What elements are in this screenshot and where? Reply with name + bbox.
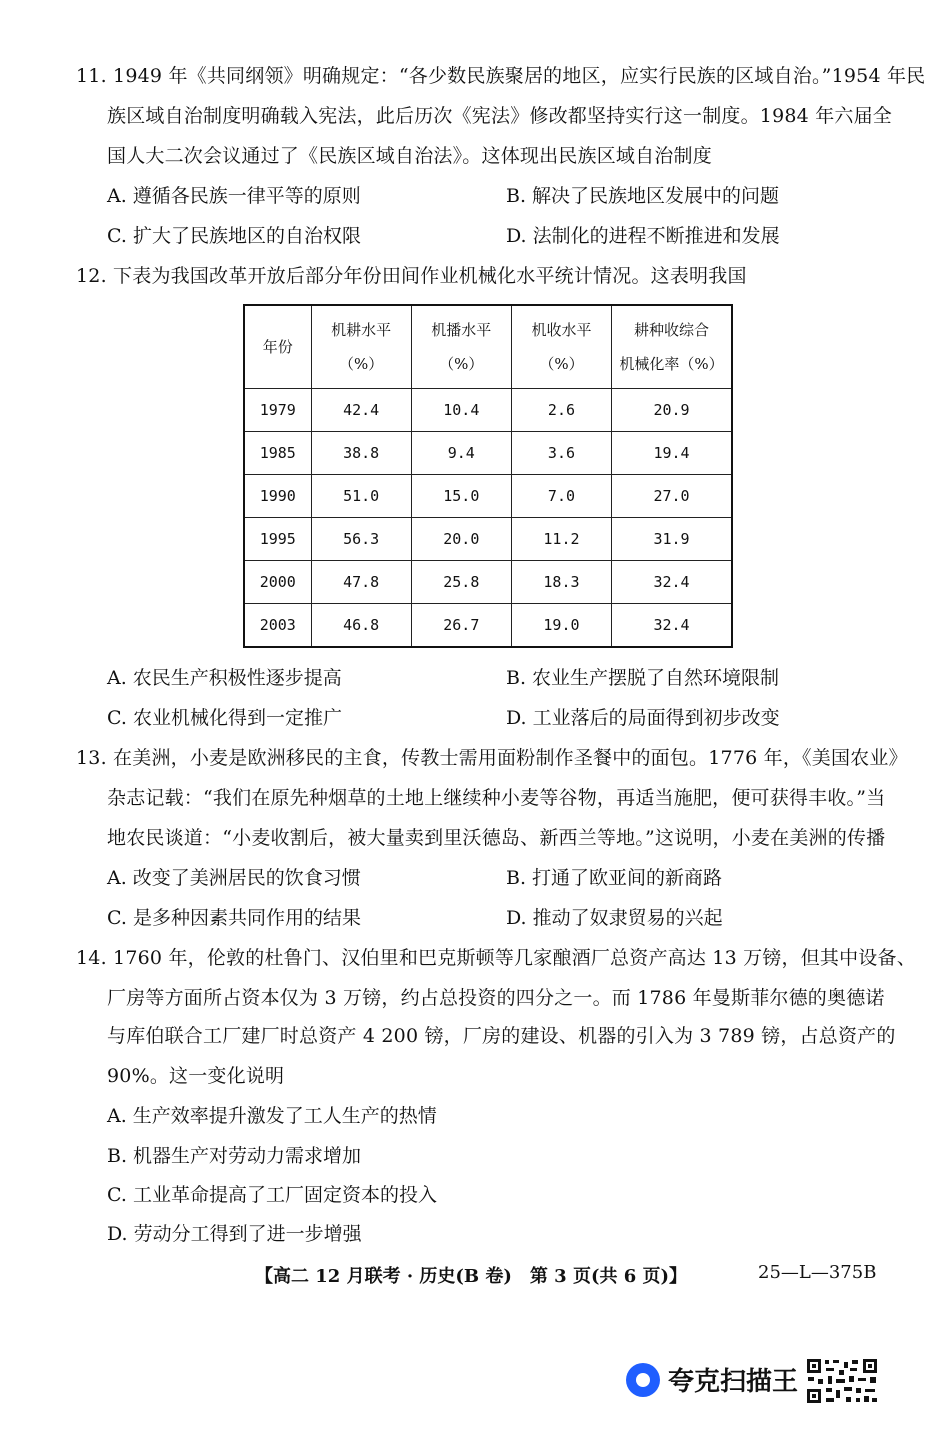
table-row <box>244 432 732 475</box>
cell-overall: 32.4 <box>612 604 732 648</box>
cell-plowing: 38.8 <box>311 432 411 475</box>
q14-option-d: D. 劳动分工得到了进一步增强 <box>107 1223 362 1245</box>
q13-line-2: 杂志记载：“我们在原先种烟草的土地上继续种小麦等谷物，再适当施肥，便可获得丰收。”当 <box>107 787 886 809</box>
q13-option-c: C. 是多种因素共同作用的结果 <box>107 907 361 929</box>
table-row <box>244 561 732 604</box>
col-header-overall-line2: 机械化率（%） <box>619 355 724 373</box>
col-header-year <box>244 305 311 389</box>
mechanization-table <box>243 304 733 648</box>
col-header-year-text: 年份 <box>262 338 293 356</box>
q13-option-a: A. 改变了美洲居民的饮食习惯 <box>107 867 361 889</box>
cell-sowing: 10.4 <box>411 389 511 432</box>
col-header-plowing <box>311 305 411 389</box>
q12-option-c: C. 农业机械化得到一定推广 <box>107 707 342 729</box>
cell-harvest: 19.0 <box>511 604 611 648</box>
cell-overall: 20.9 <box>612 389 732 432</box>
cell-overall: 27.0 <box>612 475 732 518</box>
cell-year: 1995 <box>244 518 311 561</box>
cell-harvest: 3.6 <box>511 432 611 475</box>
col-header-plowing-line2: （%） <box>339 355 384 373</box>
cell-plowing: 46.8 <box>311 604 411 648</box>
q11-line-3: 国人大二次会议通过了《民族区域自治法》。这体现出民族区域自治制度 <box>107 145 712 167</box>
table-row <box>244 518 732 561</box>
cell-plowing: 47.8 <box>311 561 411 604</box>
scanner-watermark-text: 夸克扫描王 <box>668 1367 799 1397</box>
scanner-watermark <box>626 1361 798 1398</box>
q14-line-4: 90%。这一变化说明 <box>107 1065 285 1087</box>
q13-line-3: 地农民谈道：“小麦收割后，被大量卖到里沃德岛、新西兰等地。”这说明，小麦在美洲的传播 <box>107 827 886 849</box>
cell-year: 2003 <box>244 604 311 648</box>
quark-scanner-logo-icon <box>626 1363 660 1397</box>
cell-harvest: 11.2 <box>511 518 611 561</box>
cell-plowing: 51.0 <box>311 475 411 518</box>
table-header-row <box>244 305 732 389</box>
q12-stem: 12. 下表为我国改革开放后部分年份田间作业机械化水平统计情况。这表明我国 <box>76 265 747 287</box>
cell-year: 1990 <box>244 475 311 518</box>
cell-plowing: 56.3 <box>311 518 411 561</box>
q12-option-a: A. 农民生产积极性逐步提高 <box>107 667 342 689</box>
col-header-sowing-line1: 机播水平 <box>431 321 492 339</box>
q14-line-2: 厂房等方面所占资本仅为 3 万镑，约占总投资的四分之一。而 1786 年曼斯菲尔德的奥德诺 <box>107 987 885 1009</box>
cell-harvest: 18.3 <box>511 561 611 604</box>
table-row <box>244 475 732 518</box>
q14-option-a: A. 生产效率提升激发了工人生产的热情 <box>107 1105 437 1127</box>
cell-sowing: 9.4 <box>411 432 511 475</box>
col-header-plowing-line1: 机耕水平 <box>331 321 392 339</box>
q13-line-1: 13. 在美洲，小麦是欧洲移民的主食，传教士需用面粉制作圣餐中的面包。1776 年，《美国农业》 <box>76 747 908 769</box>
q11-line-1: 11. 1949 年《共同纲领》明确规定：“各少数民族聚居的地区，应实行民族的区域自治。”1954 年民 <box>76 65 926 87</box>
cell-sowing: 26.7 <box>411 604 511 648</box>
col-header-overall-line1: 耕种收综合 <box>634 321 710 339</box>
table-row <box>244 604 732 648</box>
page-footer-title: 【高二 12 月联考 · 历史(B 卷) 第 3 页(共 6 页)】 <box>255 1266 688 1287</box>
col-header-overall <box>612 305 732 389</box>
cell-sowing: 25.8 <box>411 561 511 604</box>
q13-option-b: B. 打通了欧亚间的新商路 <box>506 867 723 889</box>
cell-harvest: 2.6 <box>511 389 611 432</box>
q11-option-a: A. 遵循各民族一律平等的原则 <box>107 185 361 207</box>
q12-option-d: D. 工业落后的局面得到初步改变 <box>506 707 780 729</box>
cell-harvest: 7.0 <box>511 475 611 518</box>
cell-sowing: 15.0 <box>411 475 511 518</box>
q11-option-c: C. 扩大了民族地区的自治权限 <box>107 225 361 247</box>
table-row <box>244 389 732 432</box>
q12-option-b: B. 农业生产摆脱了自然环境限制 <box>506 667 780 689</box>
cell-year: 2000 <box>244 561 311 604</box>
cell-overall: 31.9 <box>612 518 732 561</box>
cell-overall: 32.4 <box>612 561 732 604</box>
col-header-harvest-line1: 机收水平 <box>531 321 592 339</box>
cell-overall: 19.4 <box>612 432 732 475</box>
cell-year: 1979 <box>244 389 311 432</box>
col-header-sowing-line2: （%） <box>439 355 484 373</box>
q14-line-3: 与库伯联合工厂建厂时总资产 4 200 镑，厂房的建设、机器的引入为 3 789 镑，占总资产的 <box>107 1025 896 1047</box>
cell-plowing: 42.4 <box>311 389 411 432</box>
exam-code: 25—L—375B <box>758 1262 877 1283</box>
q11-option-d: D. 法制化的进程不断推进和发展 <box>506 225 780 247</box>
q14-option-b: B. 机器生产对劳动力需求增加 <box>107 1145 362 1167</box>
q14-line-1: 14. 1760 年，伦敦的杜鲁门、汉伯里和巴克斯顿等几家酿酒厂总资产高达 13 万镑，但其中设备、 <box>76 947 916 969</box>
q11-option-b: B. 解决了民族地区发展中的问题 <box>506 185 780 207</box>
q11-line-2: 族区域自治制度明确载入宪法，此后历次《宪法》修改都坚持实行这一制度。1984 年六届全 <box>107 105 892 127</box>
qr-code-icon <box>806 1358 878 1404</box>
q13-option-d: D. 推动了奴隶贸易的兴起 <box>506 907 723 929</box>
cell-sowing: 20.0 <box>411 518 511 561</box>
col-header-harvest <box>511 305 611 389</box>
col-header-sowing <box>411 305 511 389</box>
q14-option-c: C. 工业革命提高了工厂固定资本的投入 <box>107 1184 437 1206</box>
col-header-harvest-line2: （%） <box>539 355 584 373</box>
cell-year: 1985 <box>244 432 311 475</box>
